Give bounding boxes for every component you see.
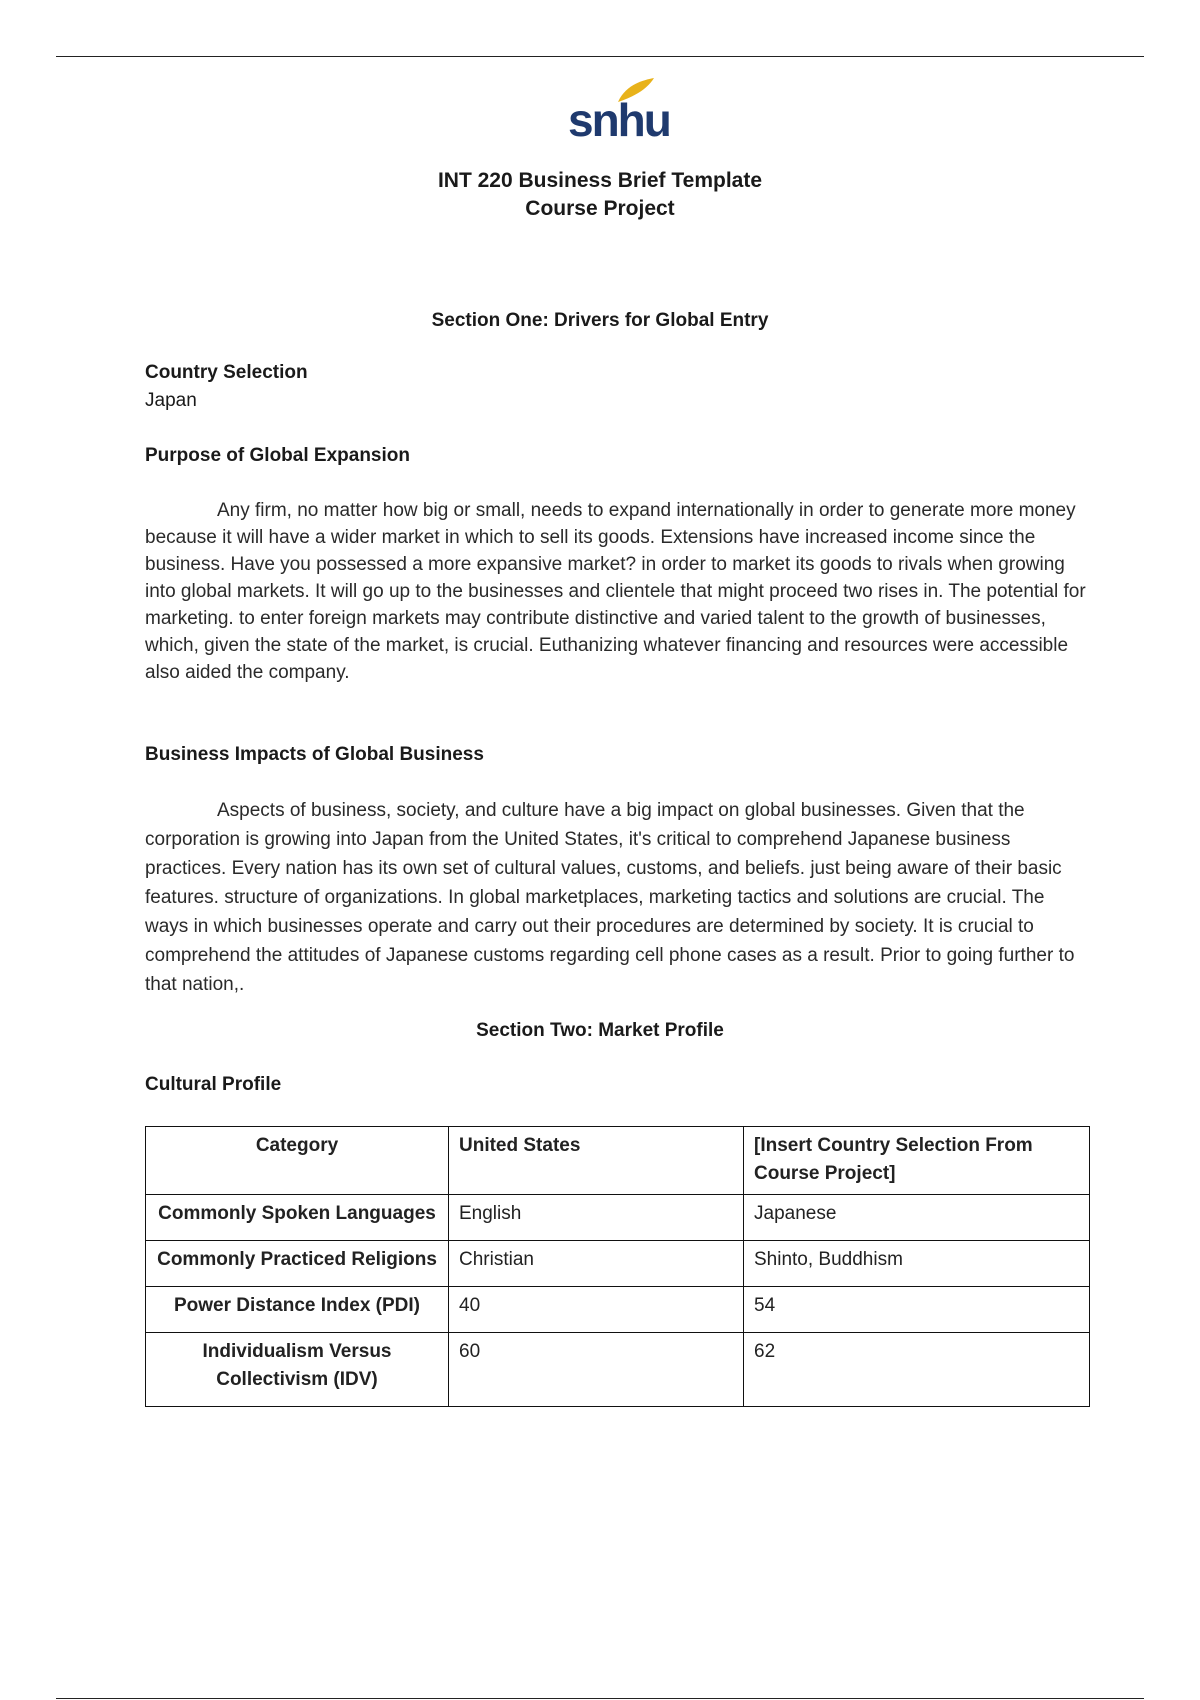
table-row xyxy=(146,1195,1090,1241)
row-us-value: English xyxy=(449,1195,744,1241)
document-subtitle: Course Project xyxy=(525,197,675,220)
purpose-block xyxy=(145,497,1090,686)
column-header-united-states: United States xyxy=(449,1127,744,1195)
section-one-heading: Section One: Drivers for Global Entry xyxy=(431,310,769,331)
purpose-heading xyxy=(145,445,1090,467)
bottom-rule xyxy=(56,1698,1144,1699)
row-selection-value: 54 xyxy=(744,1287,1090,1333)
cultural-profile-table xyxy=(145,1126,1090,1407)
country-selection-value: Japan xyxy=(145,390,197,411)
impacts-heading xyxy=(145,744,1090,766)
country-selection-label: Country Selection xyxy=(145,362,308,383)
document-title: INT 220 Business Brief Template xyxy=(437,169,763,192)
svg-text:snhu: snhu xyxy=(568,94,670,144)
row-selection-value: Shinto, Buddhism xyxy=(744,1241,1090,1287)
purpose-heading-text: Purpose of Global Expansion xyxy=(145,445,410,466)
row-us-value: 60 xyxy=(449,1333,744,1407)
snhu-logo xyxy=(560,74,670,144)
table-header-row xyxy=(146,1127,1090,1195)
document-header xyxy=(0,167,1200,223)
impacts-heading-text: Business Impacts of Global Business xyxy=(145,744,484,765)
table-row xyxy=(146,1333,1090,1407)
impacts-block xyxy=(145,796,1090,999)
section-two-heading: Section Two: Market Profile xyxy=(476,1020,724,1041)
cultural-profile-heading xyxy=(145,1074,1090,1096)
country-selection-block xyxy=(145,362,1090,412)
row-category: Individualism Versus Collectivism (IDV) xyxy=(146,1333,449,1407)
purpose-paragraph: Any firm, no matter how big or small, needs to expand internationally in order to generate more money because it will have a wider market in which to sell its goods. Extensions have increased income since the business. Have you possessed a more expansive market? in order to market its goods to rivals when growing into global markets. It will go up to the businesses and clientele that might proceed two rises in. The potential for marketing. to enter foreign markets may contribute distinctive and varied talent to the growth of businesses, which, given the state of the market, is crucial. Euthanizing whatever financing and resources were accessible also aided the company. xyxy=(145,500,1086,683)
top-rule xyxy=(56,56,1144,57)
impacts-paragraph: Aspects of business, society, and culture have a big impact on global businesses. Given that the corporation is growing into Japan from the United States, it's critical to comprehend Japanese business practices. Every nation has its own set of cultural values, customs, and beliefs. just being aware of their basic features. structure of organizations. In global marketplaces, marketing tactics and solutions are crucial. The ways in which businesses operate and carry out their procedures are determined by society. It is crucial to comprehend the attitudes of Japanese customs regarding cell phone cases as a result. Prior to going further to that nation,. xyxy=(145,800,1075,995)
table-row xyxy=(146,1241,1090,1287)
row-category: Commonly Spoken Languages xyxy=(146,1195,449,1241)
row-us-value: Christian xyxy=(449,1241,744,1287)
column-header-category: Category xyxy=(146,1127,449,1195)
row-us-value: 40 xyxy=(449,1287,744,1333)
row-category: Commonly Practiced Religions xyxy=(146,1241,449,1287)
cultural-profile-heading-text: Cultural Profile xyxy=(145,1074,282,1095)
row-category: Power Distance Index (PDI) xyxy=(146,1287,449,1333)
row-selection-value: 62 xyxy=(744,1333,1090,1407)
column-header-country-selection: [Insert Country Selection From Course Project] xyxy=(744,1127,1090,1195)
row-selection-value: Japanese xyxy=(744,1195,1090,1241)
table-row xyxy=(146,1287,1090,1333)
